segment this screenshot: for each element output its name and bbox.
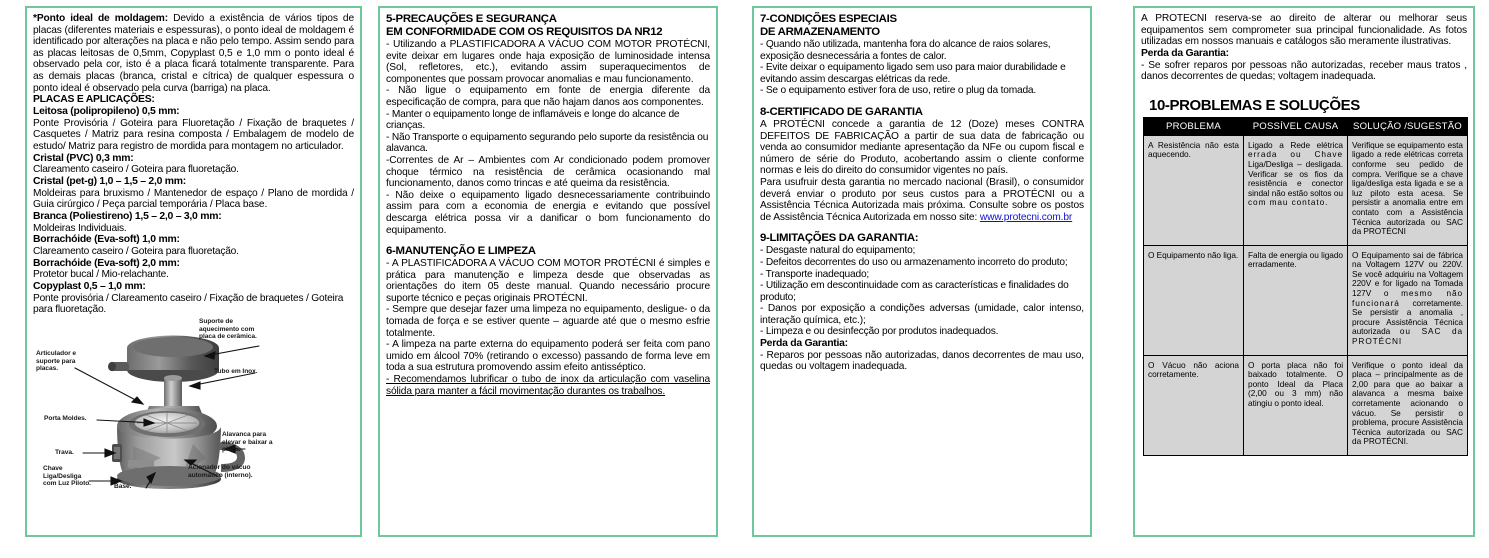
section9-item-3: - Utilização em descontinuidade com as características e finalidades do produto;	[760, 280, 1069, 303]
placa-body-3: Moldeiras Individuais.	[33, 222, 127, 234]
section8-site-prefix: Para usufruir desta garantia no mercado nacional (Brasil), o consumidor deverá enviar o produto por seus custos para a PROTÉCNI ou a Assistência Técnica Autorizada mais próxima. Consulte sobre os postos de Assistência Técnica Autorizada em nosso site:	[760, 176, 1084, 223]
table-header-problema: PROBLEMA	[1144, 117, 1244, 135]
diagram-label-chave: Chave Liga/Desliga com Luz Piloto.	[43, 465, 91, 488]
section6-paragraph-0: - A PLASTIFICADORA A VÁCUO COM MOTOR PROTÉCNI é simples e prática para manutenção e limpeza desde que observadas as orientações do item 05 deste manual. Quando necessário procure suporte técnico e peças originais PROTÉCNI.	[386, 258, 710, 304]
row0-causa-part1: Ligado a Rede elétrica	[1248, 139, 1343, 150]
panel4-perda-body: - Se sofrer reparos por pessoas não autorizadas, receber maus tratos , danos decorrentes de quedas; voltagem inadequada.	[1141, 59, 1467, 83]
section5-title: 5-PRECAUÇÕES E SEGURANÇA	[386, 13, 557, 25]
row2-causa: O porta placa não foi baixado totalmente. O ponto Ideal da Placa (2,00 ou 3 mm) não atingiu o ponto ideal.	[1244, 355, 1348, 455]
diagram-label-articulador: Articulador e suporte para placas.	[36, 350, 77, 373]
placa-title-4: Borrachóide (Eva-soft) 1,0 mm:	[33, 234, 180, 246]
section7-title: 7-CONDIÇÕES ESPECIAIS	[760, 13, 897, 25]
diagram-label-trava: Trava.	[55, 449, 74, 457]
section7-paragraph-1: - Evite deixar o equipamento ligado sem uso para maior durabilidade e evitando assim descargas elétricas da rede.	[760, 62, 1066, 85]
panel-precaucoes-manutencao	[378, 6, 718, 537]
section7-paragraph-0: - Quando não utilizada, mantenha fora do alcance de raios solares, exposição desnecessária a fontes de calor.	[760, 39, 1051, 62]
section8-paragraph-0: A PROTÉCNI concede a garantia de 12 (Doze) meses CONTRA DEFEITOS DE FABRICAÇÃO a partir de sua data de fabricação ou venda ao consumidor mediante apresentação da NFe ou cupom fiscal e número de série do Produto, acobertando assim o cliente conforme normas e leis do direito do consumidor vigentes no país.	[760, 118, 1084, 177]
panel4-perda-title: Perda da Garantia:	[1141, 47, 1229, 59]
row1-causa: Falta de energia ou ligado erradamente.	[1244, 245, 1348, 355]
row0-causa	[1244, 135, 1348, 245]
section5-paragraph-2: - Manter o equipamento longe de inflamáveis e longe do alcance de crianças.	[386, 108, 680, 132]
ponto-ideal-label: *Ponto ideal de moldagem:	[33, 13, 168, 24]
section9-item-2: - Transporte inadequado;	[760, 268, 870, 280]
section6-paragraph-2: - A limpeza na parte externa do equipamento poderá ser feita com pano umido em álcool 70% (retirando o excesso) passando de forma leve em toda a sua estrutura promovendo assim efeito antisséptico.	[386, 339, 710, 374]
placa-body-0: Ponte Provisória / Goteira para Fluoretação / Fixação de braquetes / Casquetes / Matriz para resina composta / Embalagem de modelo de estudo/ Matriz para registro de mordida para montagem no articulador.	[33, 117, 354, 152]
placas-aplicacoes-heading: PLACAS E APLICAÇÕES:	[33, 94, 155, 106]
row1-solucao-spread: mesmo não funcionará	[1352, 288, 1463, 308]
section5-subtitle: EM CONFORMIDADE COM OS REQUISITOS DA NR12	[386, 26, 663, 38]
section5-paragraph-4: -Correntes de Ar – Ambientes com Ar condicionado podem promover choque térmico na resistência de cerâmica ocasionando mal funcionamento, danos como trincas e até queima da resistência.	[386, 154, 710, 190]
placa-title-1: Cristal (PVC) 0,3 mm:	[33, 152, 134, 164]
section5-paragraph-3: - Não Transporte o equipamento segurando pelo suporte da resistência ou alavanca.	[386, 131, 709, 155]
perda-garantia-title: Perda da Garantia:	[760, 338, 848, 350]
panel-placas-aplicacoes	[25, 6, 362, 537]
perda-garantia-body: - Reparos por pessoas não autorizadas, danos decorrentes de mau uso, quedas ou voltagem inadequada.	[760, 349, 1084, 373]
placa-body-6: Ponte provisória / Clareamento caseiro / Fixação de braquetes / Goteira para fluoretação.	[33, 292, 344, 316]
section6-paragraph-1: - Sempre que desejar fazer uma limpeza no equipamento, desligue- o da tomada de força e se estiver quente – aguarde até que o mesmo esfrie totalmente.	[386, 304, 710, 339]
section8-paragraph-site	[760, 177, 1084, 223]
section9-item-5: - Limpeza e ou desinfecção por produtos inadequados.	[760, 326, 999, 338]
row0-problema: A Resistência não esta aquecendo.	[1144, 135, 1244, 245]
row1-solucao-part2: corretamente. Se persistir a anomalia , procure Assistência Técnica autorizada	[1352, 297, 1463, 337]
placa-body-1: Clareamento caseiro / Goteira para fluoretação.	[33, 164, 239, 176]
machine-diagram	[33, 318, 357, 490]
row0-causa-part2: Liga/Desliga – desligada. Verificar se os fios da resistência e conector sindal não estão soltos ou	[1248, 158, 1343, 198]
row2-problema: O Vácuo não aciona corretamente.	[1144, 355, 1244, 455]
row1-problema: O Equipamento não liga.	[1144, 245, 1244, 355]
section9-item-4: - Danos por exposição a condições adversas (umidade, calor intenso, interação química, etc.);	[760, 303, 1084, 326]
row0-causa-spread: errada ou Chave	[1248, 149, 1343, 160]
placa-title-0: Leitosa (polipropileno) 0,5 mm:	[33, 105, 180, 117]
row1-solucao-spread2: ou SAC da PROTÉCNI	[1352, 326, 1463, 347]
table-header-row	[1144, 117, 1468, 135]
section7-subtitle: DE ARMAZENAMENTO	[760, 26, 880, 38]
placa-body-4: Clareamento caseiro / Goteira para fluoretação.	[33, 246, 239, 258]
row2-solucao: Verifique o ponto ideal da placa – principalmente as de 2,00 para que ao baixar a alavanca a mesma baixe corretamente acionando o vácuo. Se persistir o problema, procure Assistência Técnica autorizada ou SAC da PROTÉCNI.	[1348, 355, 1468, 455]
placa-title-2: Cristal (pet-g) 1,0 – 1,5 – 2,0 mm:	[33, 175, 186, 187]
diagram-label-porta-moldes: Porta Moldes.	[44, 415, 87, 423]
section8-title: 8-CERTIFICADO DE GARANTIA	[760, 105, 923, 118]
placa-title-3: Branca (Poliestireno) 1,5 – 2,0 – 3,0 mm:	[33, 210, 222, 222]
table-header-causa: POSSÍVEL CAUSA	[1244, 117, 1348, 135]
problems-solutions-table	[1143, 117, 1468, 456]
section5-paragraph-1: - Não ligue o equipamento em fonte de energia diferente da especificação de compra, para que não hajam danos aos componentes.	[386, 85, 710, 108]
placa-title-5: Borrachóide (Eva-soft) 2,0 mm:	[33, 257, 180, 269]
table-header-solucao: SOLUÇÃO /SUGESTÃO	[1348, 117, 1468, 135]
section5-paragraph-0: - Utilizando a PLASTIFICADORA A VÁCUO COM MOTOR PROTÉCNI, evite deixar em lugares onde haja exposição de luminosidade intensa (Sol, refletores, etc.), evitando assim superaquecimentos de componentes que possam provocar anomalias e mau funcionamento.	[386, 39, 710, 85]
ponto-ideal-paragraph	[33, 13, 354, 94]
panel-problemas-solucoes	[1133, 6, 1475, 537]
row1-solucao	[1348, 245, 1468, 355]
row1-solucao-part1: O Equipamento sai de fábrica na Voltagem 127V ou 220V. Se você adquiriu na Voltagem 220V e for ligado na Tomada 127V o	[1352, 249, 1463, 299]
section6-lubrification-note: - Recomendamos lubrificar o tubo de inox da articulação com vaselina sólida para manter a fácil movimentação durantes os trabalhos.	[386, 374, 710, 397]
panel-condicoes-garantia	[752, 6, 1092, 537]
section7-paragraph-2: - Se o equipamento estiver fora de uso, retire o plug da tomada.	[760, 85, 1037, 97]
diagram-label-tubo-inox: Tubo em Inox.	[214, 368, 258, 376]
diagram-label-base: Base.	[114, 483, 132, 491]
table-row	[1144, 245, 1468, 355]
diagram-label-suporte: Suporte de aquecimento com placa de cerâmica.	[199, 318, 257, 341]
diagram-label-alavanca: Alavanca para elevar e baixar a placa.	[222, 431, 273, 454]
section5-paragraph-5: - Não deixe o equipamento ligado desnecessariamente contribuindo assim para com a economia de energia e evitando que possível descarga elétrica possa vir a danificar o bom funcionamento do equipamento.	[386, 189, 710, 236]
section6-title: 6-MANUTENÇÃO E LIMPEZA	[386, 245, 536, 258]
section10-title: 10-PROBLEMAS E SOLUÇÕES	[1149, 96, 1360, 114]
section9-item-0: - Desgaste natural do equipamento;	[760, 245, 916, 257]
placa-body-5: Protetor bucal / Mio-relachante.	[33, 269, 169, 281]
row0-solucao: Verifique se equipamento esta ligado a rede elétricas correta conforme seu pedido de compra. Verifique se a chave liga/desliga esta ligada e se a luz piloto esta acesa. Se persistir a anomalia entre em contato com a Assistência Técnica autorizada ou SAC da PROTÉCNI	[1348, 135, 1468, 245]
table-row	[1144, 135, 1468, 245]
diagram-label-acionador: Acionador do vácuo automático (interno).	[188, 464, 253, 479]
section9-title: 9-LIMITAÇÕES DA GARANTIA:	[760, 232, 919, 245]
protecni-website-link[interactable]: www.protecni.com.br	[979, 211, 1073, 223]
table-row	[1144, 355, 1468, 455]
row0-causa-spread2: com mau contato.	[1248, 197, 1329, 208]
panel4-intro: A PROTECNI reserva-se ao direito de alterar ou melhorar seus equipamentos sem comprometer sua principal funcionalidade. As fotos utilizadas em nossos manuais e catálogos são meramente ilustrativas.	[1141, 13, 1467, 48]
placa-body-2: Moldeiras para bruxismo / Mantenedor de espaço / Plano de mordida / Guia cirúrgico / Peça parcial temporária / Placa base.	[33, 187, 354, 211]
section9-item-1: - Defeitos decorrentes do uso ou armazenamento incorreto do produto;	[760, 256, 1068, 268]
ponto-ideal-body: Devido a existência de vários tipos de placas (diferentes materiais e espessuras), o ponto ideal de moldagem é identificado por alterações na placa e não pelo tempo. Assim sendo para as placas leitosas de 0,5mm, Copyplast 0,5 e 1,0 mm o ponto ideal é observado pela cor, isto é a placa ficará totalmente transparente. Para as demais placas (branca, cristal e cítrica) de qualquer espessura o ponto ideal é observado pela curva (barriga) na placa.	[33, 13, 354, 94]
placa-title-6: Copyplast 0,5 – 1,0 mm:	[33, 281, 146, 293]
